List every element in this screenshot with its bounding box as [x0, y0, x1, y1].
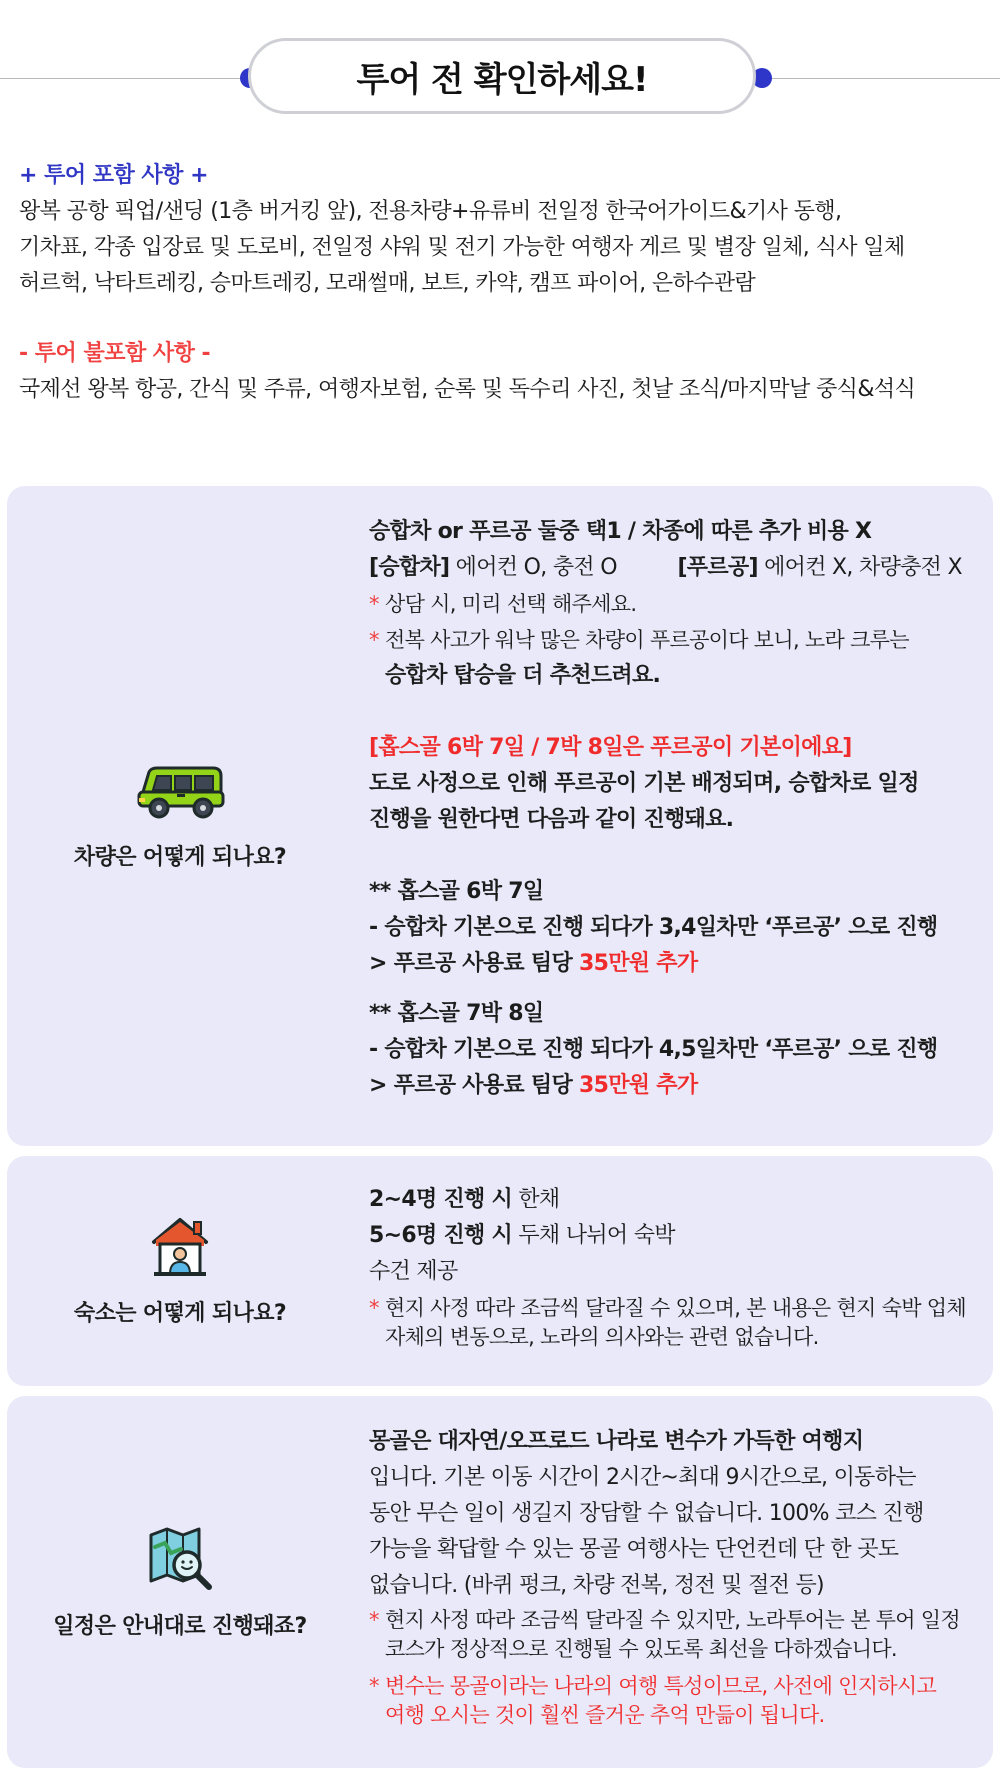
house-icon	[148, 1216, 212, 1278]
faq-vehicle-question: 차량은 어떻게 되나요?	[73, 844, 287, 870]
faq-schedule-answer	[369, 1424, 989, 1730]
schedule-note: * 현지 사정 따라 조금씩 달라질 수 있지만, 노라투어는 본 투어 일정	[369, 1608, 960, 1632]
included-section	[19, 158, 989, 302]
included-line: 왕복 공항 픽업/샌딩 (1층 버거킹 앞), 전용차량+유류비 전일정 한국어가이드&기사 동행,	[19, 199, 842, 224]
schedule-body-line: 동안 무슨 일이 생길지 장담할 수 없습니다. 100% 코스 진행	[369, 1501, 924, 1526]
lodging-line	[369, 1182, 989, 1218]
included-line: 허르헉, 낙타트레킹, 승마트레킹, 모래썰매, 보트, 카약, 캠프 파이어, 은하수관람	[19, 271, 756, 296]
schedule-body-line: 입니다. 기본 이동 시간이 2시간~최대 9시간으로, 이동하는	[369, 1465, 916, 1490]
van-label: [승합차]	[369, 555, 450, 580]
plan2-fee-prefix: > 푸르공 사용료 팀당	[369, 1073, 579, 1098]
page-title: 투어 전 확인하세요!	[248, 38, 756, 114]
lodging-line-bold: 5~6명 진행 시	[369, 1223, 513, 1248]
faq-card-lodging	[7, 1156, 993, 1386]
plan1-fee	[369, 946, 989, 982]
plan1-title: ** 홉스골 6박 7일	[369, 879, 544, 904]
van-icon	[135, 762, 225, 822]
schedule-warning-text: 변수는 몽골이라는 나라의 여행 특성이므로, 사전에 인지하시고	[385, 1674, 937, 1698]
vehicle-alert-line: 진행을 원한다면 다음과 같이 진행돼요.	[369, 807, 734, 832]
schedule-warning: * 변수는 몽골이라는 나라의 여행 특성이므로, 사전에 인지하시고	[369, 1674, 937, 1698]
lodging-note: * 현지 사정 따라 조금씩 달라질 수 있으며, 본 내용은 현지 숙박 업체	[369, 1296, 966, 1320]
faq-vehicle-header	[7, 486, 353, 1146]
faq-schedule-header	[7, 1396, 353, 1768]
vehicle-note-text: 상담 시, 미리 선택 해주세요.	[385, 592, 637, 616]
schedule-note-text: 현지 사정 따라 조금씩 달라질 수 있지만, 노라투어는 본 투어 일정	[385, 1608, 960, 1632]
schedule-note-continued	[369, 1635, 989, 1664]
schedule-note-text: 코스가 정상적으로 진행될 수 있도록 최선을 다하겠습니다.	[385, 1637, 897, 1661]
lodging-line: 수건 제공	[369, 1259, 458, 1284]
plan1-fee-amount: 35만원 추가	[579, 951, 698, 976]
vehicle-note-text: 전복 사고가 워낙 많은 차량이 푸르공이다 보니, 노라 크루는	[385, 628, 909, 652]
lodging-line-bold: 2~4명 진행 시	[369, 1187, 513, 1212]
vehicle-options	[369, 550, 989, 586]
faq-vehicle-answer	[369, 514, 989, 1104]
excluded-line: 국제선 왕복 항공, 간식 및 주류, 여행자보험, 순록 및 독수리 사진, 첫날 조식/마지막날 중식&석식	[19, 377, 916, 402]
included-title: + 투어 포함 사항 +	[19, 163, 209, 188]
vehicle-alert-title: [홉스골 6박 7일 / 7박 8일은 푸르공이 기본이에요]	[369, 735, 852, 760]
vehicle-headline: 승합차 or 푸르공 둘중 택1 / 차종에 따른 추가 비용 X	[369, 519, 872, 544]
plan2-fee-amount: 35만원 추가	[579, 1073, 698, 1098]
schedule-body-line: 가능을 확답할 수 있는 몽골 여행사는 단언컨데 단 한 곳도	[369, 1537, 899, 1562]
faq-lodging-header	[7, 1156, 353, 1386]
vehicle-alert-line: 도로 사정으로 인해 푸르공이 기본 배정되며, 승합차로 일정	[369, 771, 919, 796]
schedule-body-line: 없습니다. (바퀴 펑크, 차량 전복, 정전 및 절전 등)	[369, 1573, 824, 1598]
schedule-warning-text: 여행 오시는 것이 훨씬 즐거운 추억 만듦이 됩니다.	[385, 1703, 825, 1727]
map-search-icon	[147, 1525, 213, 1591]
van-desc: 에어컨 O, 충전 O	[455, 555, 617, 580]
lodging-line-rest: 한채	[512, 1187, 560, 1212]
lodging-line-rest: 두채 나뉘어 숙박	[512, 1223, 675, 1248]
lodging-note-continued	[369, 1323, 989, 1352]
lodging-note-text: 현지 사정 따라 조금씩 달라질 수 있으며, 본 내용은 현지 숙박 업체	[385, 1296, 966, 1320]
faq-card-vehicle	[7, 486, 993, 1146]
purgon-label: [푸르공]	[677, 555, 758, 580]
plan2-title: ** 홉스골 7박 8일	[369, 1001, 544, 1026]
excluded-title: - 투어 불포함 사항 -	[19, 341, 211, 366]
faq-lodging-answer	[369, 1182, 989, 1352]
schedule-warning-continued	[369, 1701, 989, 1730]
faq-lodging-question: 숙소는 어떻게 되나요?	[73, 1300, 287, 1326]
excluded-section	[19, 336, 989, 408]
schedule-headline: 몽골은 대자연/오프로드 나라로 변수가 가득한 여행지	[369, 1429, 864, 1454]
plan1-line: - 승합차 기본으로 진행 되다가 3,4일차만 ‘푸르공’ 으로 진행	[369, 915, 938, 940]
lodging-line	[369, 1218, 989, 1254]
included-line: 기차표, 각종 입장료 및 도로비, 전일정 샤워 및 전기 가능한 여행자 게르 및 별장 일체, 식사 일체	[19, 235, 905, 260]
lodging-note-text: 자체의 변동으로, 노라의 의사와는 관련 없습니다.	[385, 1325, 819, 1349]
vehicle-note: * 상담 시, 미리 선택 해주세요.	[369, 592, 637, 616]
plan2-line: - 승합차 기본으로 진행 되다가 4,5일차만 ‘푸르공’ 으로 진행	[369, 1037, 938, 1062]
vehicle-note-continued: 승합차 탑승을 더 추천드려요.	[385, 663, 661, 688]
purgon-desc: 에어컨 X, 차량충전 X	[764, 555, 962, 580]
plan2-fee	[369, 1068, 989, 1104]
faq-card-schedule	[7, 1396, 993, 1768]
vehicle-note: * 전복 사고가 워낙 많은 차량이 푸르공이다 보니, 노라 크루는	[369, 628, 909, 652]
faq-schedule-question: 일정은 안내대로 진행돼죠?	[53, 1613, 307, 1639]
plan1-fee-prefix: > 푸르공 사용료 팀당	[369, 951, 579, 976]
